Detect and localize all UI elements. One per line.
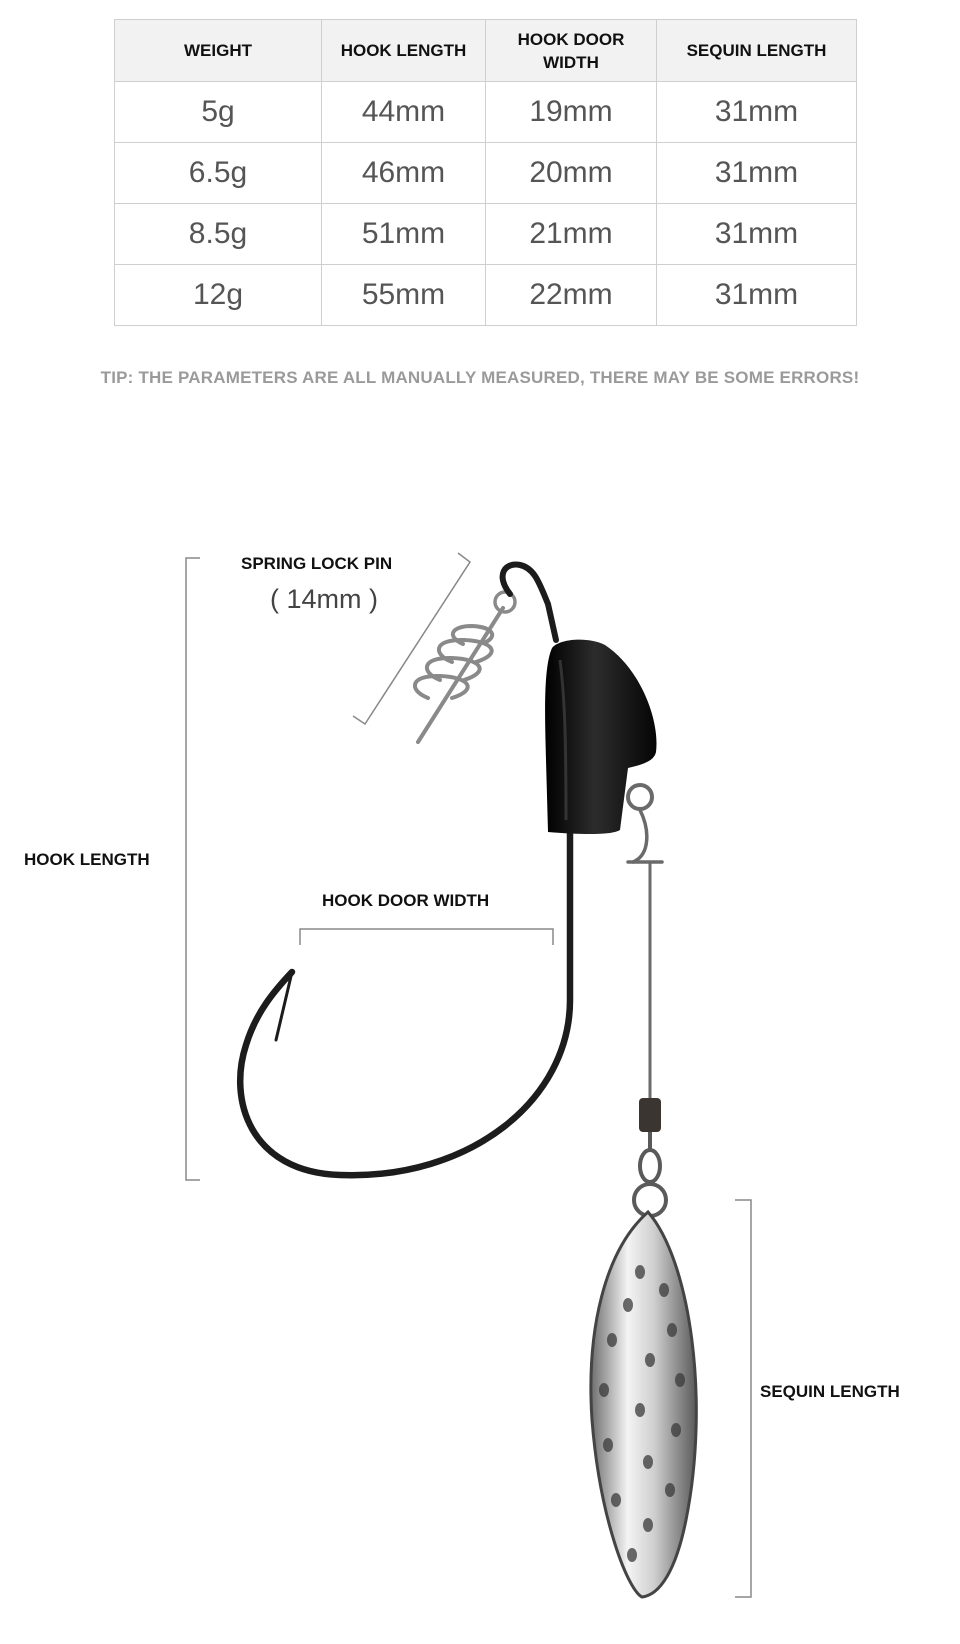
crimp-sleeve-icon — [639, 1098, 661, 1132]
hook-length-label: HOOK LENGTH — [24, 850, 150, 869]
hook-icon — [240, 565, 570, 1176]
spring-coil-icon — [415, 592, 515, 742]
spring-lock-pin-size: ( 14mm ) — [270, 584, 378, 614]
tip-text: TIP: THE PARAMETERS ARE ALL MANUALLY MEASURED, THERE MAY BE SOME ERRORS! — [100, 368, 860, 387]
hook-door-width-bracket — [300, 929, 553, 945]
header-hook-door-width: HOOK DOOR WIDTH — [486, 20, 657, 82]
hook-length-bracket — [186, 558, 200, 1180]
cell-sequin-length: 31mm — [657, 143, 857, 204]
wire-arm-icon — [628, 785, 662, 1100]
cell-hook-length: 51mm — [322, 204, 486, 265]
swivel-icon — [634, 1132, 666, 1216]
cell-hook-door-width: 19mm — [486, 82, 657, 143]
cell-sequin-length: 31mm — [657, 82, 857, 143]
cell-hook-length: 44mm — [322, 82, 486, 143]
cell-weight: 5g — [115, 82, 322, 143]
cell-hook-door-width: 21mm — [486, 204, 657, 265]
header-hook-length: HOOK LENGTH — [322, 20, 486, 82]
cell-hook-length: 55mm — [322, 265, 486, 326]
cell-hook-door-width: 22mm — [486, 265, 657, 326]
header-weight: WEIGHT — [115, 20, 322, 82]
sequin-length-bracket — [735, 1200, 751, 1597]
cell-sequin-length: 31mm — [657, 204, 857, 265]
header-sequin-length: SEQUIN LENGTH — [657, 20, 857, 82]
cell-hook-length: 46mm — [322, 143, 486, 204]
cell-sequin-length: 31mm — [657, 265, 857, 326]
hook-door-width-label: HOOK DOOR WIDTH — [322, 891, 490, 910]
cell-weight: 12g — [115, 265, 322, 326]
spring-lock-pin-label: SPRING LOCK PIN — [241, 554, 393, 573]
cell-weight: 6.5g — [115, 143, 322, 204]
sequin-length-label: SEQUIN LENGTH — [760, 1382, 900, 1401]
cell-weight: 8.5g — [115, 204, 322, 265]
cell-hook-door-width: 20mm — [486, 143, 657, 204]
